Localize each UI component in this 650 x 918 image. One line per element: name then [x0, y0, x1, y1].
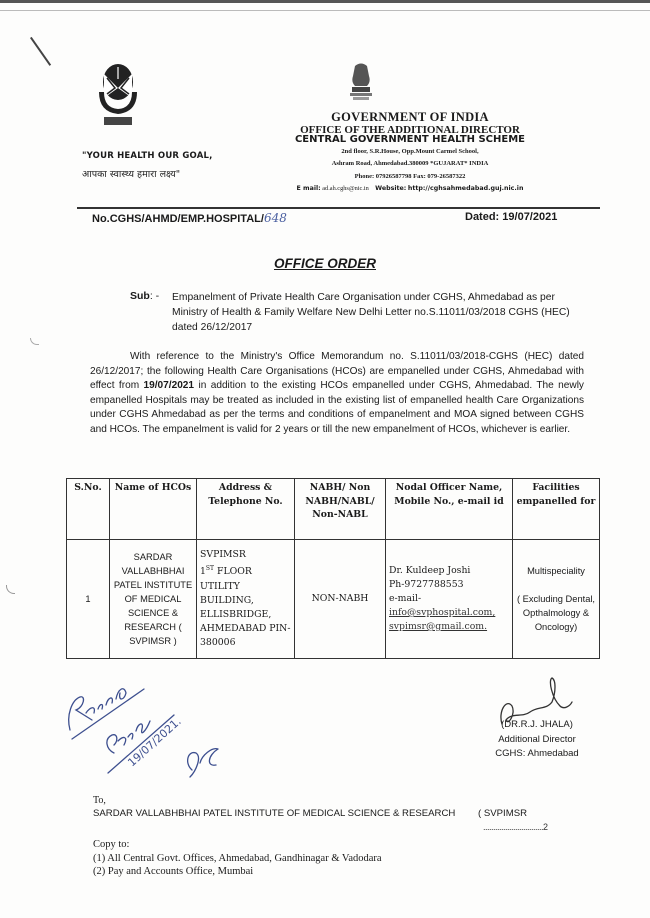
- address-floor-suffix: ST: [205, 565, 215, 573]
- website-label: Website:: [375, 185, 407, 192]
- table-row: [67, 540, 600, 659]
- cell-sno: 1: [67, 540, 110, 659]
- nodal-email-link-2[interactable]: svpimsr@gmail.com.: [389, 621, 488, 632]
- government-heading: GOVERNMENT OF INDIA: [331, 110, 489, 124]
- addressee-name: SARDAR VALLABHBHAI PATEL INSTITUTE OF MEDICAL SCIENCE & RESEARCH: [93, 808, 456, 819]
- email-label: E mail:: [296, 185, 321, 192]
- col-header-name: Name of HCOs: [110, 479, 197, 540]
- document-title: OFFICE ORDER: [273, 256, 376, 271]
- office-address-line1: 2nd floor, S.R.House, Opp.Mount Carmel School,: [341, 148, 479, 155]
- scan-top-border-line: [0, 10, 650, 11]
- cell-nodal-officer: [386, 540, 513, 659]
- copy-to-item: (1) All Central Govt. Offices, Ahmedabad, Gandhinagar & Vadodara: [93, 853, 382, 864]
- copy-to-label: Copy to:: [93, 839, 130, 850]
- office-address-line2: Ashram Road, Ahmedabad.380009 *GUJARAT* INDIA: [331, 160, 489, 167]
- facilities-exclusions: ( Excluding Dental, Opthalmology & Oncology): [516, 594, 596, 632]
- copy-to-item: (2) Pay and Accounts Office, Mumbai: [93, 866, 254, 877]
- office-website: http://cghsahmedabad.guj.nic.in: [407, 185, 524, 192]
- cell-accreditation: NON-NABH: [295, 540, 386, 659]
- handwritten-receipt-note: [62, 675, 262, 795]
- signatory-name: (DR.R.J. JHALA): [501, 719, 573, 730]
- reference-number: [92, 211, 287, 225]
- nodal-email-link-1[interactable]: info@svphospital.com,: [389, 607, 496, 618]
- margin-tick-mark: [6, 585, 15, 594]
- svg-text:19/07/2021.: 19/07/2021.: [125, 714, 184, 770]
- cghs-logo-icon: [96, 62, 140, 128]
- reference-prefix: No.CGHS/AHMD/EMP.HOSPITAL/: [92, 213, 264, 225]
- order-date: Dated: 19/07/2021: [465, 211, 558, 223]
- subject-text: Empanelment of Private Health Care Organisation under CGHS, Ahmedabad as per Ministry of Health & Family Welfare New Delhi Letter no.S.11011/03/2018 CGHS (HEC) dated 26/12/2017: [172, 292, 570, 333]
- facilities-type: Multispeciality: [527, 566, 585, 576]
- header-divider: [77, 207, 600, 209]
- signatory-designation: Additional Director: [498, 733, 576, 745]
- col-header-facilities: Facilities empanelled for: [513, 479, 600, 540]
- reference-handwritten-number: 648: [263, 211, 287, 225]
- subject-label-text: Sub: [130, 290, 150, 302]
- addressee-short-name: ( SVPIMSR: [478, 808, 528, 819]
- pen-stroke-mark: [30, 37, 51, 66]
- national-emblem-icon: [347, 62, 375, 102]
- effective-date: 19/07/2021: [143, 380, 195, 391]
- margin-tick-mark: [30, 338, 39, 345]
- signatory-office: CGHS: Ahmedabad: [495, 748, 579, 759]
- address-floor-number: 1: [200, 566, 206, 578]
- subject-separator: : -: [149, 290, 160, 302]
- office-phone-fax: Phone: 07926587798 Fax: 079-26587322: [354, 173, 466, 180]
- scan-top-border: [0, 0, 650, 3]
- col-header-sno: S.No.: [67, 479, 110, 540]
- motto-english: "YOUR HEALTH OUR GOAL,: [82, 151, 213, 161]
- col-header-nodal-officer: Nodal Officer Name, Mobile No., e-mail id: [386, 479, 513, 540]
- table-header-row: [67, 479, 600, 540]
- motto-hindi: आपका स्वास्थ्य हमारा लक्ष्य": [82, 169, 181, 180]
- address-line: SVPIMSR: [200, 549, 246, 561]
- office-heading: OFFICE OF THE ADDITIONAL DIRECTOR: [300, 124, 520, 136]
- nodal-email-label: e-mail-: [389, 593, 422, 604]
- signatory-block: [482, 718, 592, 762]
- col-header-accreditation: NABH/ Non NABH/NABL/ Non-NABL: [295, 479, 386, 540]
- page-continuation: ..............................2: [483, 822, 548, 832]
- subject-label: [130, 290, 159, 302]
- body-text-part1: With reference to the Ministry's Office Memorandum no. S.11011/03/2018-CGHS (HEC) dated 26/12/2017; the following Health Care Organisations (HCOs) are empanelled under CGHS, Ahmedabad with effect from: [90, 351, 584, 391]
- body-paragraph: [90, 350, 584, 437]
- hco-table: [66, 478, 600, 659]
- cell-facilities: [513, 540, 600, 659]
- office-contact-line: [240, 185, 580, 192]
- nodal-officer-phone: Ph-9727788553: [389, 579, 464, 590]
- to-label: To,: [93, 795, 106, 806]
- cell-hco-name: SARDAR VALLABHBHAI PATEL INSTITUTE OF MEDICAL SCIENCE & RESEARCH ( SVPIMSR ): [110, 540, 197, 659]
- col-header-address: Address & Telephone No.: [197, 479, 295, 540]
- scheme-heading: CENTRAL GOVERNMENT HEALTH SCHEME: [294, 134, 526, 145]
- office-email: ad.ah.cghs@nic.in: [322, 185, 369, 192]
- nodal-officer-name: Dr. Kuldeep Joshi: [389, 565, 471, 576]
- address-rest: FLOOR UTILITY BUILDING, ELLISBRIDGE, AHMEDABAD PIN-380006: [200, 566, 291, 648]
- body-text-part2: in addition to the existing HCOs empanelled under CGHS, Ahmedabad. The newly empanelled Hospitals may be treated as included in the existing list of empanelled health Care Organizations under CGHS Ahmedabad as per the terms and conditions of empanelment and MOA signed between CGHS and HCOs. The empanelment is valid for 2 years or till the new empanelment of HCOs, whichever is earlier.: [90, 380, 584, 435]
- cell-address: [197, 540, 295, 659]
